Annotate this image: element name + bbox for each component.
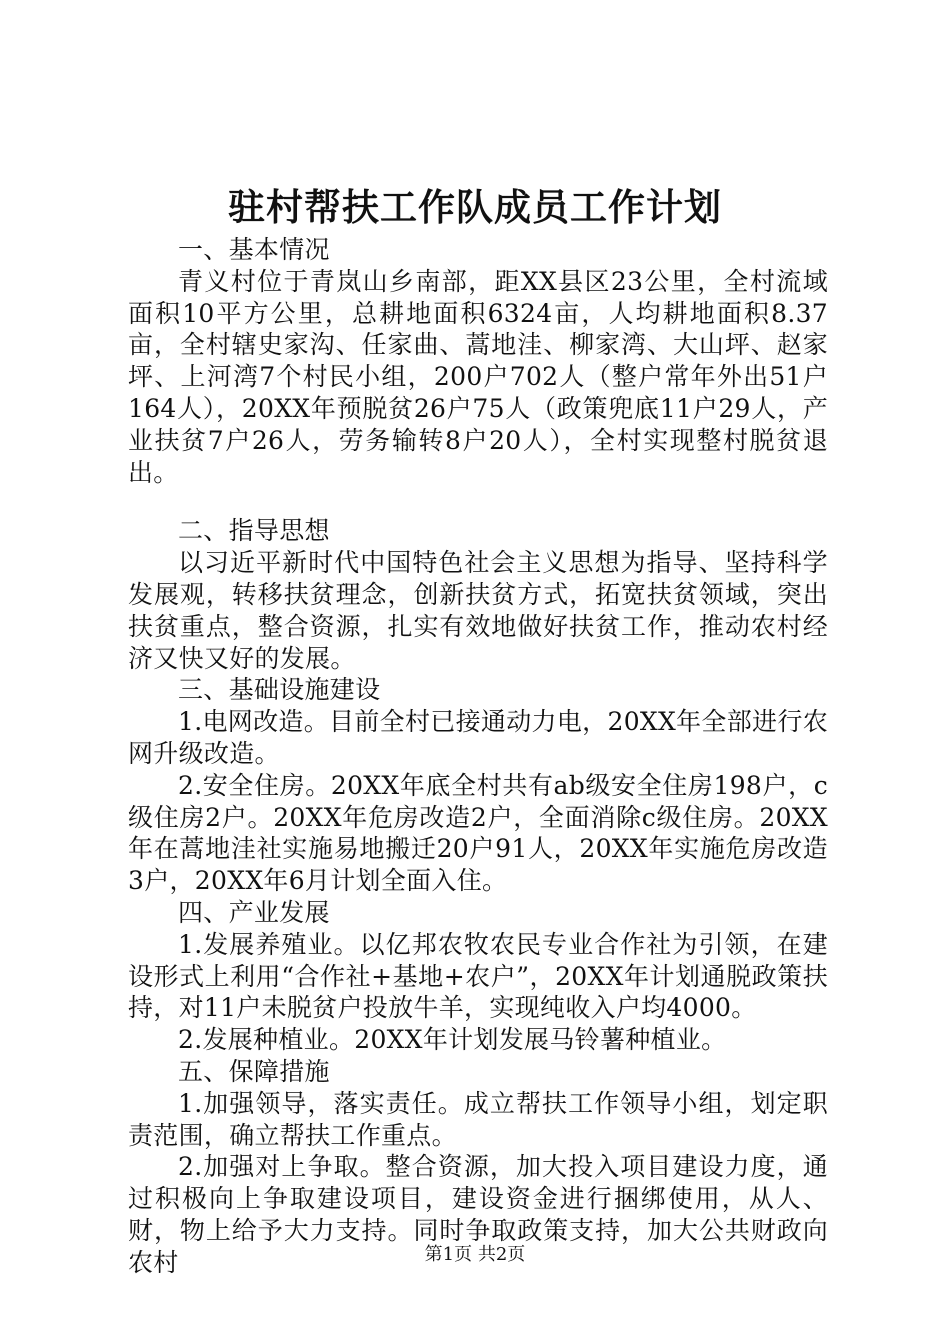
document-body [128, 234, 828, 1279]
page-number-footer: 第1页 共2页 [424, 1244, 526, 1265]
section-heading-measures: 五、保障措施 [178, 1056, 330, 1086]
document-title: 驻村帮扶工作队成员工作计划 [228, 186, 722, 229]
paragraph-guidance: 以习近平新时代中国特色社会主义思想为指导、坚持科学发展观，转移扶贫理念，创新扶贫方式，拓宽扶贫领域，突出扶贫重点，整合资源，扎实有效地做好扶贫工作，推动农村经济又快又好的发展。 [128, 548, 828, 673]
section-heading-basic: 一、基本情况 [178, 235, 330, 264]
paragraph-leadership: 1.加强领导，落实责任。成立帮扶工作领导小组，划定职责范围，确立帮扶工作重点。 [128, 1088, 828, 1150]
paragraph-funding: 2.加强对上争取。整合资源，加大投入项目建设力度，通过积极向上争取建设项目，建设资金进行捆绑使用，从人、财，物上给予大力支持。同时争取政策支持，加大公共财政向农村 [128, 1152, 828, 1277]
paragraph-power-grid: 1.电网改造。目前全村已接通动力电，20XX年全部进行农网升级改造。 [128, 707, 828, 768]
paragraph-basic-info: 青义村位于青岚山乡南部，距XX县区23公里，全村流域面积10平方公里，总耕地面积6324亩，人均耕地面积8.37亩，全村辖史家沟、任家曲、蒿地洼、柳家湾、大山坪、赵家坪、上河湾7个村民小组，200户702人（整户常年外出51户164人），20XX年预脱贫26户75人（政策兜底11户29人，产业扶贫7户26人，劳务输转8户20人），全村实现整村脱贫退出。 [128, 266, 828, 487]
section-heading-industry: 四、产业发展 [178, 897, 330, 927]
paragraph-housing: 2.安全住房。20XX年底全村共有ab级安全住房198户，c级住房2户。20XX年危房改造2户，全面消除c级住房。20XX年在蒿地洼社实施易地搬迁20户91人，20XX年实施危房改造3户，20XX年6月计划全面入住。 [128, 770, 828, 896]
section-heading-guidance: 二、指导思想 [178, 516, 330, 546]
section-heading-infrastructure: 三、基础设施建设 [178, 675, 381, 705]
paragraph-planting: 2.发展种植业。20XX年计划发展马铃薯种植业。 [178, 1025, 727, 1055]
paragraph-breeding: 1.发展养殖业。以亿邦农牧农民专业合作社为引领，在建设形式上利用“合作社+基地+农户”，20XX年计划通脱政策扶持，对11户未脱贫户投放牛羊，实现纯收入户均4000。 [128, 929, 828, 1023]
